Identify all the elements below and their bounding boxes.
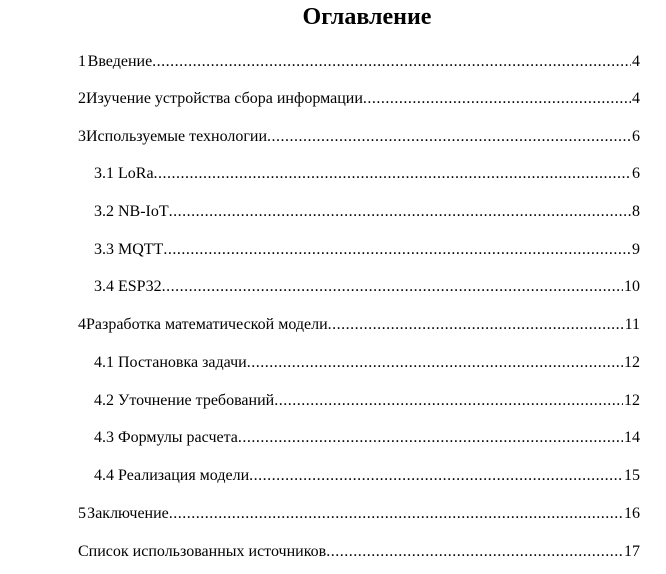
toc-entry-label: 3.1 LoRa: [94, 165, 154, 182]
toc-entry-page: 6: [632, 128, 640, 145]
toc-entry-label: 4.4 Реализация модели: [94, 467, 250, 484]
toc-entry-label: Список использованных источников: [78, 543, 327, 560]
toc-entry-number: 5: [78, 505, 86, 522]
toc-entry-page: 8: [632, 203, 640, 220]
toc-leader-dots: [363, 89, 631, 109]
toc-entry-number: 2: [78, 90, 86, 107]
toc-leader-dots: [247, 353, 623, 373]
toc-leader-dots: [238, 428, 623, 448]
toc-entry-4[interactable]: [78, 315, 640, 335]
toc-entry-2[interactable]: [78, 89, 640, 109]
toc-entry-label: 4.2 Уточнение требований: [94, 392, 275, 409]
toc-entry-3-2[interactable]: [94, 202, 640, 222]
toc-title: Оглавление: [302, 4, 432, 30]
toc-entry-label: 4.1 Постановка задачи: [94, 354, 247, 371]
toc-entry-number: 4: [78, 316, 86, 333]
toc-entry-label: Изучение устройства сбора информации: [86, 90, 363, 107]
toc-entry-page: 16: [624, 505, 640, 522]
toc-entry-4-2[interactable]: [94, 391, 640, 411]
toc-leader-dots: [169, 504, 623, 524]
toc-leader-dots: [154, 164, 631, 184]
toc-entry-label: Заключение: [87, 505, 169, 522]
toc-entry-label: Введение: [87, 53, 153, 70]
toc-leader-dots: [328, 315, 624, 335]
toc-leader-dots: [267, 127, 631, 147]
toc-entry-page: 14: [624, 429, 640, 446]
toc-entry-label: 3.2 NB-IoT: [94, 203, 169, 220]
toc-entry-1[interactable]: [78, 52, 640, 72]
toc-leader-dots: [163, 240, 631, 260]
toc-entry-label: 3.3 MQTT: [94, 241, 164, 258]
toc-entry-number: 1: [78, 53, 86, 70]
toc-entry-page: 15: [624, 467, 640, 484]
toc-entry-page: 6: [632, 165, 640, 182]
toc-entry-3-3[interactable]: [94, 240, 640, 260]
toc-entry-page: 12: [624, 354, 640, 371]
toc-entry-label: Разработка математической модели: [86, 316, 328, 333]
toc-entry-page: 10: [624, 278, 640, 295]
toc-leader-dots: [169, 202, 631, 222]
toc-entry-number: 3: [78, 128, 86, 145]
toc-leader-dots: [249, 466, 623, 486]
toc-entry-4-3[interactable]: [94, 428, 640, 448]
toc-entry-references[interactable]: [78, 542, 640, 562]
toc-entry-label: Используемые технологии: [86, 128, 268, 145]
toc-entry-page: 4: [632, 90, 640, 107]
toc-entry-5[interactable]: [78, 504, 640, 524]
toc-leader-dots: [162, 277, 623, 297]
toc-entry-4-4[interactable]: [94, 466, 640, 486]
toc-entry-page: 9: [632, 241, 640, 258]
toc-leader-dots: [274, 391, 623, 411]
toc-leader-dots: [326, 542, 623, 562]
toc-entry-4-1[interactable]: [94, 353, 640, 373]
toc-entry-page: 4: [632, 53, 640, 70]
toc-entry-3-1[interactable]: [94, 164, 640, 184]
toc-entry-label: 3.4 ESP32: [94, 278, 162, 295]
toc-entry-3[interactable]: [78, 127, 640, 147]
toc-entry-page: 12: [624, 392, 640, 409]
toc-entry-page: 11: [624, 316, 640, 333]
toc-entry-page: 17: [624, 543, 640, 560]
toc-leader-dots: [152, 52, 631, 72]
toc-entry-label: 4.3 Формулы расчета: [94, 429, 238, 446]
toc-entry-3-4[interactable]: [94, 277, 640, 297]
